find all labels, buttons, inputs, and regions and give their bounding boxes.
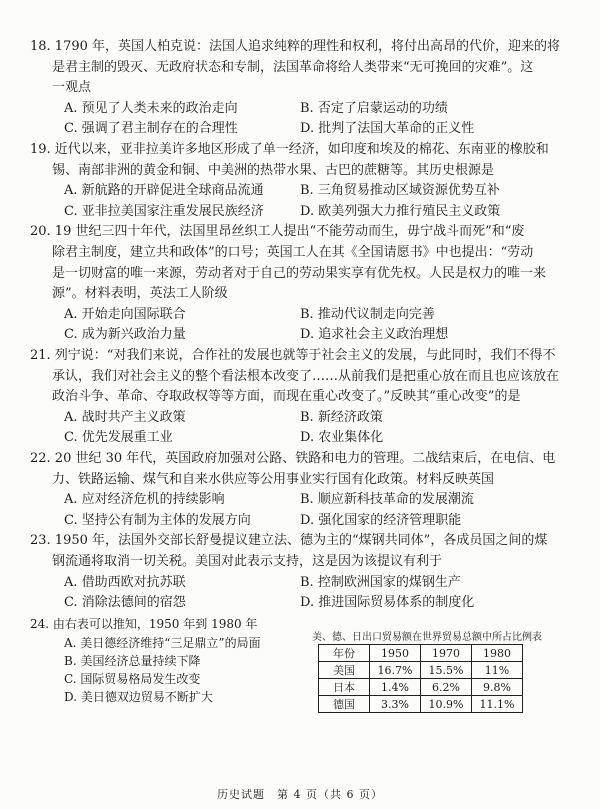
- table-cell: 6.2%: [421, 679, 472, 696]
- table-header-row: [319, 645, 523, 662]
- q24-option-d: D. 美日德双边贸易不断扩大: [64, 690, 213, 704]
- q21-stem-line-2: 承认，我们对社会主义的整个看法根本改变了……从前我们是把重心放在而且也应该放在: [52, 368, 560, 384]
- q24-option-c: C. 国际贸易格局发生改变: [64, 672, 201, 686]
- q22-stem-line-2: 力、铁路运输、煤气和自来水供应等公用事业实行国有化政策。材料反映英国: [52, 471, 495, 487]
- table-cell: 10.9%: [421, 696, 472, 713]
- table-cell: 11%: [472, 662, 523, 679]
- table-header-cell: 1970: [421, 645, 472, 662]
- table-cell: 美国: [319, 662, 370, 679]
- q19-option-d: D. 欧美列强大力推行殖民主义政策: [300, 203, 501, 219]
- page-footer: 历史试题 第 4 页（共 6 页）: [217, 788, 383, 801]
- q22-stem-line-1: 22. 20 世纪 30 年代，英国政府加强对公路、铁路和电力的管理。二战结束后，在电信、电: [30, 451, 556, 466]
- q19-stem-line-1: 19. 近代以来，亚非拉美许多地区形成了单一经济，如印度和埃及的棉花、东南亚的橡胶和: [30, 142, 549, 157]
- table-cell: 11.1%: [472, 696, 523, 713]
- q18-stem-line-2: 是君主制的毁灭、无政府状态和专制，法国革命将给人类带来“无可挽回的灾难”。这: [52, 59, 534, 75]
- q20-option-c: C. 成为新兴政治力量: [64, 327, 186, 343]
- q19-option-c: C. 亚非拉美国家注重发展民族经济: [64, 203, 264, 219]
- q20-stem-line-4: 源”。材料表明，英法工人阶级: [52, 286, 228, 302]
- q18-option-d: D. 批判了法国大革命的正义性: [300, 121, 475, 137]
- q23-option-d: D. 推进国际贸易体系的制度化: [300, 595, 475, 611]
- q24-option-a: A. 美日德经济维持“三足鼎立”的局面: [64, 636, 261, 650]
- table-row: [319, 662, 523, 679]
- q21-option-b: B. 新经济政策: [300, 409, 383, 425]
- q21-option-a: A. 战时共产主义政策: [64, 409, 186, 425]
- table-header-cell: 年份: [319, 645, 370, 662]
- q20-option-a: A. 开始走向国际联合: [64, 306, 186, 322]
- q22-option-a: A. 应对经济危机的持续影响: [64, 492, 225, 508]
- q18-option-c: C. 强调了君主制存在的合理性: [64, 121, 238, 137]
- q18-stem-line-1: 18. 1790 年，英国人柏克说：法国人追求纯粹的理性和权利，将付出高昂的代价，迎来的将: [30, 39, 561, 54]
- q19-stem-line-2: 锡、南部非洲的黄金和铜、中美洲的热带水果、古巴的蔗糖等。其历史根源是: [52, 162, 495, 178]
- q24-option-b: B. 美国经济总量持续下降: [64, 654, 201, 668]
- q22-option-b: B. 顺应新科技革命的发展潮流: [300, 492, 474, 508]
- q21-stem-line-3: 政治斗争、革命、夺取政权等等方面，而现在重心改变了。”反映其“重心改变”的是: [52, 389, 521, 405]
- q23-stem-line-2: 钢流通将取消一切关税。美国对此表示支持，这是因为该提议有利于: [52, 554, 443, 569]
- q23-option-c: C. 消除法德间的宿怨: [64, 595, 186, 611]
- q20-option-d: D. 追求社会主义政治理想: [300, 327, 449, 343]
- q21-option-c: C. 优先发展重工业: [64, 430, 173, 446]
- q20-stem-line-1: 20. 19 世纪三四十年代，法国里昂丝织工人提出“不能劳动而生，毋宁战斗而死”和“废: [30, 224, 525, 240]
- q18-option-b: B. 否定了启蒙运动的功绩: [300, 100, 448, 116]
- table-header-cell: 1980: [472, 645, 523, 662]
- table-cell: 9.8%: [472, 679, 523, 696]
- q18-stem-line-3: 一观点: [52, 80, 92, 96]
- q20-stem-line-3: 是一切财富的唯一来源，劳动者对于自己的劳动果实享有优先权。人民是权力的唯一来: [52, 265, 547, 281]
- q18-option-a: A. 预见了人类未来的政治走向: [64, 100, 238, 116]
- q20-stem-line-2: 除君主制度，建立共和政体”的口号；英国工人在其《全国请愿书》中也提出：“劳动: [52, 245, 534, 260]
- table-row: [319, 696, 523, 713]
- table-cell: 15.5%: [421, 662, 472, 679]
- q19-option-a: A. 新航路的开辟促进全球商品流通: [64, 183, 264, 199]
- q23-stem-line-1: 23. 1950 年，法国外交部长舒曼提议建立法、德为主的“煤钢共同体”，各成员国之间的煤: [30, 533, 548, 549]
- q23-option-b: B. 控制欧洲国家的煤钢生产: [300, 574, 461, 590]
- q23-option-a: A. 借助西欧对抗苏联: [64, 574, 186, 590]
- q24-stem: 24. 由右表可以推知，1950 年到 1980 年: [30, 616, 258, 631]
- trade-table: [318, 644, 523, 713]
- table-row: [319, 679, 523, 696]
- q22-option-c: C. 坚持公有制为主体的发展方向: [64, 512, 251, 528]
- q21-option-d: D. 农业集体化: [300, 430, 384, 446]
- table-cell: 16.7%: [370, 662, 421, 679]
- q19-option-b: B. 三角贸易推动区域资源优势互补: [300, 183, 500, 199]
- q20-option-b: B. 推动代议制走向完善: [300, 306, 435, 322]
- table-cell: 德国: [319, 696, 370, 713]
- q22-option-d: D. 强化国家的经济管理职能: [300, 512, 462, 528]
- table-cell: 1.4%: [370, 679, 421, 696]
- table-header-cell: 1950: [370, 645, 421, 662]
- trade-table-title: 美、德、日出口贸易额在世界贸易总额中所占比例表: [312, 632, 542, 643]
- q21-stem-line-1: 21. 列宁说：“对我们来说，合作社的发展也就等于社会主义的发展，与此同时，我们不得不: [30, 348, 556, 363]
- table-cell: 3.3%: [370, 696, 421, 713]
- table-cell: 日本: [319, 679, 370, 696]
